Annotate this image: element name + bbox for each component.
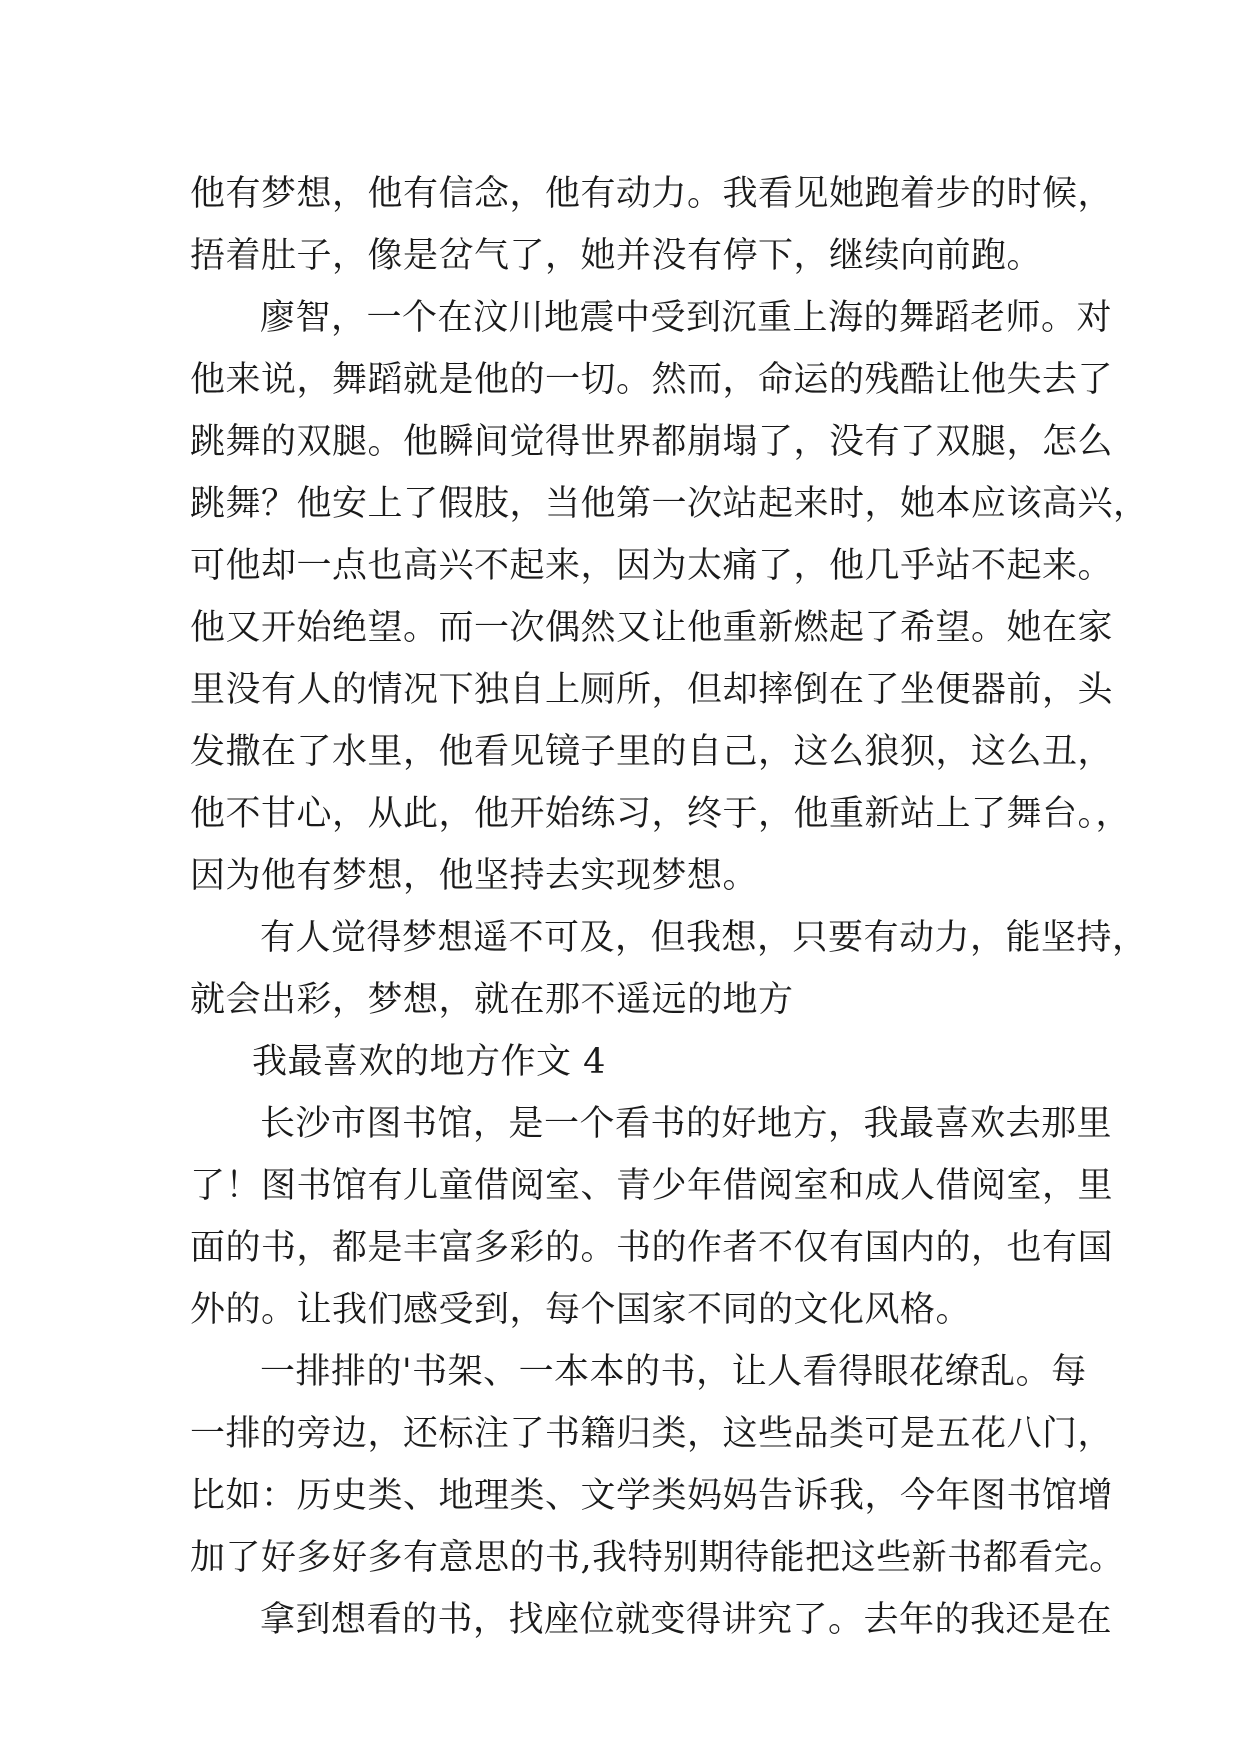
text-line: 捂着肚子，像是岔气了，她并没有停下，继续向前跑。 (190, 236, 1043, 276)
text-line: 长沙市图书馆，是一个看书的好地方，我最喜欢去那里 (260, 1104, 1113, 1144)
text-line: 拿到想看的书，找座位就变得讲究了。去年的我还是在 (260, 1600, 1113, 1640)
body-text (190, 163, 1149, 1651)
text-line: 加了好多好多有意思的书,我特别期待能把这些新书都看完。 (190, 1538, 1125, 1578)
text-line: 就会出彩，梦想，就在那不遥远的地方 (190, 980, 794, 1020)
text-line: 可他却一点也高兴不起来，因为太痛了，他几乎站不起来。 (190, 546, 1114, 586)
text-line: 他有梦想，他有信念，他有动力。我看见她跑着步的时候， (190, 174, 1114, 214)
text-line: 他又开始绝望。而一次偶然又让他重新燃起了希望。她在家 (190, 608, 1114, 648)
section-heading: 我最喜欢的地方作文 4 (252, 1042, 606, 1082)
text-line: 有人觉得梦想遥不可及，但我想，只要有动力，能坚持， (260, 918, 1148, 958)
text-line: 面的书，都是丰富多彩的。书的作者不仅有国内的，也有国 (190, 1228, 1114, 1268)
text-line: 了！图书馆有儿童借阅室、青少年借阅室和成人借阅室，里 (190, 1166, 1114, 1206)
text-line: 他不甘心，从此，他开始练习，终于，他重新站上了舞台。， (190, 794, 1132, 834)
text-line: 外的。让我们感受到，每个国家不同的文化风格。 (190, 1290, 972, 1330)
text-line: 因为他有梦想，他坚持去实现梦想。 (190, 856, 759, 896)
text-line: 跳舞？他安上了假肢，当他第一次站起来时，她本应该高兴， (190, 484, 1149, 524)
text-line: 他来说，舞蹈就是他的一切。然而，命运的残酷让他失去了 (190, 360, 1114, 400)
text-line: 一排排的'书架、一本本的书，让人看得眼花缭乱。每 (260, 1352, 1087, 1392)
text-line: 里没有人的情况下独自上厕所，但却摔倒在了坐便器前，头 (190, 670, 1114, 710)
text-line: 跳舞的双腿。他瞬间觉得世界都崩塌了，没有了双腿，怎么 (190, 422, 1114, 462)
text-line: 廖智，一个在汶川地震中受到沉重上海的舞蹈老师。对 (260, 298, 1113, 338)
text-line: 一排的旁边，还标注了书籍归类，这些品类可是五花八门， (190, 1414, 1114, 1454)
text-line: 比如：历史类、地理类、文学类妈妈告诉我，今年图书馆增 (190, 1476, 1114, 1516)
text-line: 发撒在了水里，他看见镜子里的自己，这么狼狈，这么丑， (190, 732, 1114, 772)
